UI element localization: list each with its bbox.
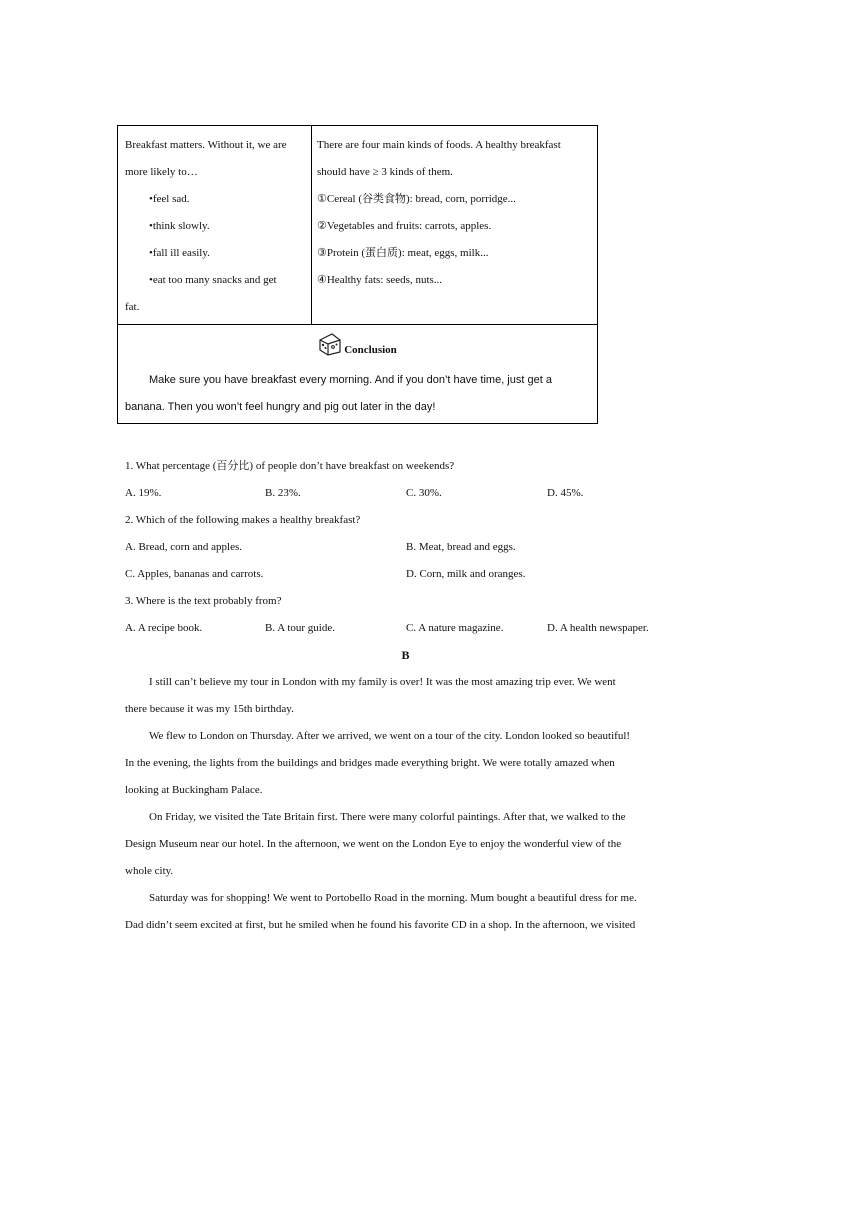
- passage-line: I still can’t believe my tour in London with my family is over! It was the most amazing trip ever. We went: [149, 676, 616, 688]
- question-3-option-c[interactable]: C. A nature magazine.: [406, 622, 504, 634]
- question-1-stem: 1. What percentage (百分比) of people don’t have breakfast on weekends?: [125, 460, 455, 472]
- question-2-option-c[interactable]: C. Apples, bananas and carrots.: [125, 568, 264, 580]
- food-item: ③Protein (蛋白质): meat, eggs, milk...: [317, 247, 489, 259]
- food-item: ②Vegetables and fruits: carrots, apples.: [317, 220, 492, 232]
- passage-line: looking at Buckingham Palace.: [125, 784, 263, 796]
- passage-line: Design Museum near our hotel. In the afternoon, we went on the London Eye to enjoy the wonderful view of the: [125, 838, 622, 850]
- question-1-option-a[interactable]: A. 19%.: [125, 487, 162, 499]
- cell-text-line: fat.: [125, 301, 140, 313]
- cell-text-line: Breakfast matters. Without it, we are: [125, 139, 287, 151]
- table-cell-effects: [125, 132, 307, 321]
- question-3-option-b[interactable]: B. A tour guide.: [265, 622, 335, 634]
- cell-text-line: There are four main kinds of foods. A healthy breakfast: [317, 139, 561, 151]
- bullet-item: •fall ill easily.: [149, 247, 210, 259]
- reading-passage: [125, 669, 695, 939]
- question-1-option-c[interactable]: C. 30%.: [406, 487, 442, 499]
- passage-line: We flew to London on Thursday. After we arrived, we went on a tour of the city. London looked so beautiful!: [149, 730, 631, 742]
- table-divider-vertical: [311, 126, 312, 324]
- passage-line: In the evening, the lights from the buildings and bridges made everything bright. We were totally amazed when: [125, 757, 615, 769]
- bullet-item: •eat too many snacks and get: [149, 274, 277, 286]
- question-2-option-a[interactable]: A. Bread, corn and apples.: [125, 541, 242, 553]
- conclusion-title: Conclusion: [344, 344, 397, 356]
- question-2-option-d[interactable]: D. Corn, milk and oranges.: [406, 568, 526, 580]
- passage-line: there because it was my 15th birthday.: [125, 703, 294, 715]
- bullet-item: •think slowly.: [149, 220, 210, 232]
- passage-line: Dad didn’t seem excited at first, but he smiled when he found his favorite CD in a shop. In the afternoon, we visited: [125, 919, 636, 931]
- passage-line: whole city.: [125, 865, 174, 877]
- table-cell-foods: [317, 132, 595, 294]
- conclusion-line: banana. Then you won’t feel hungry and pig out later in the day!: [125, 401, 436, 413]
- passage-line: Saturday was for shopping! We went to Portobello Road in the morning. Mum bought a beautiful dress for me.: [149, 892, 637, 904]
- question-1-option-d[interactable]: D. 45%.: [547, 487, 584, 499]
- question-3-option-d[interactable]: D. A health newspaper.: [547, 622, 649, 634]
- question-2-option-b[interactable]: B. Meat, bread and eggs.: [406, 541, 516, 553]
- question-3-stem: 3. Where is the text probably from?: [125, 595, 282, 607]
- section-heading: B: [401, 648, 410, 662]
- cell-text-line: more likely to…: [125, 166, 198, 178]
- conclusion-text: [125, 367, 591, 421]
- cell-text-line: should have ≥ 3 kinds of them.: [317, 166, 453, 178]
- question-3-option-a[interactable]: A. A recipe book.: [125, 622, 203, 634]
- info-table: [117, 125, 598, 424]
- bullet-item: •feel sad.: [149, 193, 190, 205]
- conclusion-heading: [118, 332, 597, 356]
- food-item: ①Cereal (谷类食物): bread, corn, porridge...: [317, 193, 516, 205]
- table-divider-horizontal: [118, 324, 597, 325]
- question-2-stem: 2. Which of the following makes a healthy breakfast?: [125, 514, 361, 526]
- question-1-option-b[interactable]: B. 23%.: [265, 487, 301, 499]
- passage-line: On Friday, we visited the Tate Britain first. There were many colorful paintings. After that, we walked to the: [149, 811, 626, 823]
- cheese-icon: [318, 332, 342, 356]
- food-item: ④Healthy fats: seeds, nuts...: [317, 274, 443, 286]
- conclusion-line: Make sure you have breakfast every morning. And if you don’t have time, just get a: [149, 374, 552, 386]
